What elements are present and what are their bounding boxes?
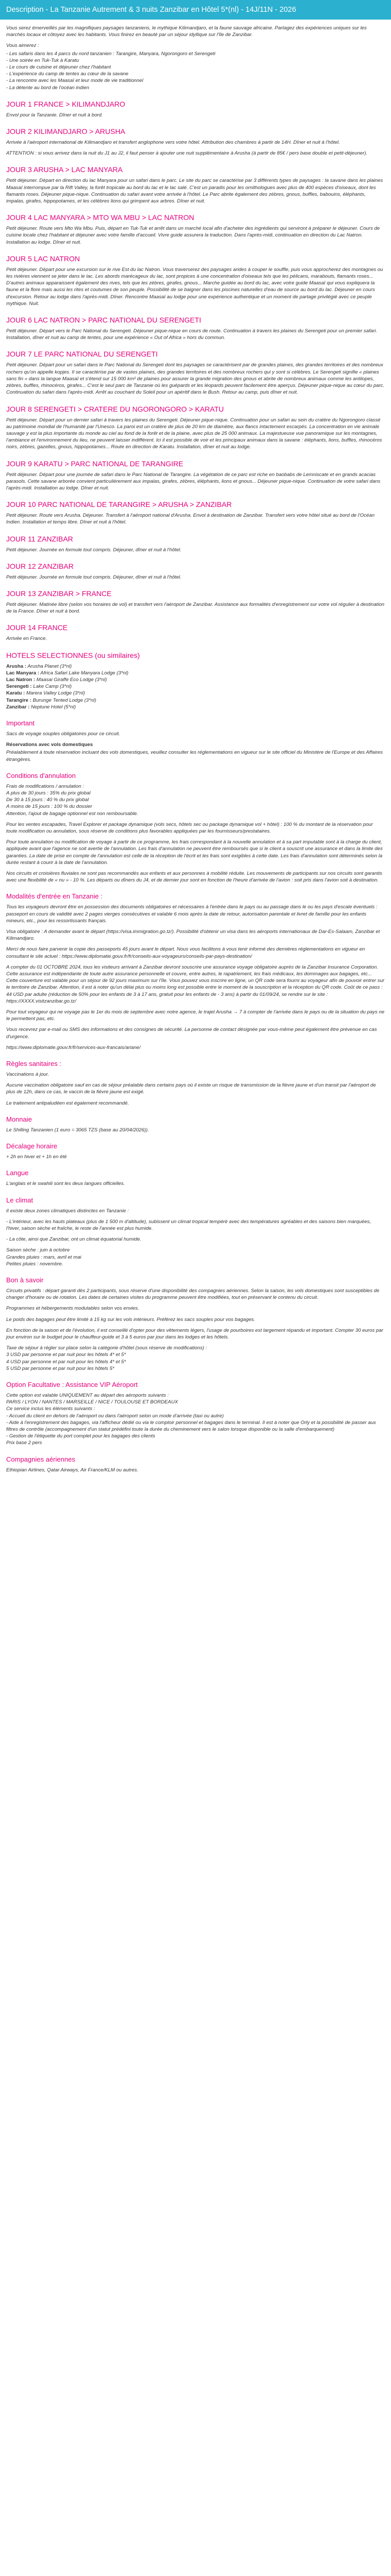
bon-savoir-text: Programmes et hébergements modulables selon vos envies.	[6, 1306, 139, 1312]
formalites-text: Tous les voyageurs devront être en possession des documents obligatoires et nécessaires à l'entrée dans le pays ou au passage dans le ou les pays d'escale éventuels : passeport en cours de validité avec 2 pages vierges consécutives et valable 6 mois après la date de retour, autorisation parentale et livret de famille pour les enfants mineurs, etc., pour les ressortissants français.	[6, 904, 378, 924]
vous-aimerez-title: Vous aimerez :	[6, 43, 39, 49]
hotel-line: Arusha : Arusha Planet (3*nl)	[6, 663, 72, 669]
day-5-text: Petit déjeuner. Départ pour une excursion sur le rive Est du lac Natron. Vous traverserez des paysages arides à couper le souffle, puis vous approcherez des montagnes ou les rivières viennent se jeter dans le lac. Les abords marécageux du lac, sont propices à une concentration d'oiseaux tels que les pélicans, marabouts, flamants roses... D'autres animaux apparaissent également des rives, tels que les zèbres, girafes, gnous... Marche guidée au bord du lac, avec votre guide Maasaï qui vous expliquera la faune et la flore mais aussi les rites et coutumes de son peuple. Possibilité de se baigner dans les piscines naturelles d'eau de source au bord du lac. Déjeuner en cours d'excursion. Retour au lodge dans l'après-midi. Dîner. Rencontre Maasaï au lodge pour une expérience authentique et un moment de partage privilégié avec ce peuple mythique. Nuit.	[6, 266, 383, 307]
monnaie-text: Le Shilling Tanzanien (1 euro = 3065 TZS (base au 20/04/2026)).	[6, 1127, 149, 1133]
option-vip-line: - Gestion de l'étiquette du port complet pour les bagages des clients	[6, 1433, 155, 1439]
day-2-text: Arrivée à l'aéroport international de Kilimandjaro et transfert anglophone vers votre hôtel. Attribution des chambres à partir de 14H. Dîner et nuit à l'hôtel.	[6, 140, 340, 146]
condition-line: A plus de 30 jours : 35% du prix global	[6, 790, 91, 796]
monnaie-title: Monnaie	[6, 1115, 32, 1123]
hotel-line: Karatu : Marera Valley Lodge (3*nl)	[6, 690, 85, 697]
hotel-line: Serengeti : Lake Camp (3*nl)	[6, 684, 72, 690]
bon-savoir-taxes	[6, 1345, 385, 1372]
day-12-text: Petit déjeuner. Journée en formule tout compris. Déjeuner, dîner et nuit à l'hôtel.	[6, 574, 182, 580]
condition-line: A moins de 15 jours : 100 % du dossier	[6, 804, 92, 810]
climat-season-line: Grandes pluies : mars, avril et mai	[6, 1254, 82, 1260]
hotel-line: Lac Natron : Maasai Giraffe Eco Lodge (3*nl)	[6, 676, 107, 683]
option-vip-line: Cette option est valable UNIQUEMENT au départ des aéroports suivants :	[6, 1392, 169, 1398]
day-7-title: JOUR 7 LE PARC NATIONAL DU SERENGETI	[6, 350, 158, 359]
regles-text: Le traitement antipaludéen est également recommandé.	[6, 1100, 129, 1106]
conditions-text: Nos circuits et croisières fluviales ne sont pas recommandés aux enfants et aux personnes à mobilité réduite. Les mouvements de participants sur nos circuits sont garantis avec une flexibilité de « nu » - 10 %. Les départs ou dîners du J4, et de dernier jour sont en fonction de l'heure d'arrivée de l'avion : soit pris dans l'avion soit à destination.	[6, 871, 382, 884]
day-9-text: Petit déjeuner. Départ pour une journée de safari dans le Parc National de Tarangire. La végétation de ce parc est riche en baobabs de Lemniscate et en grands acacias parasols. Cette savane arborée convient particulièrement aux impalas, girafes, zèbres, éléphants, lions et gnous... Déjeuner pique-nique. Continuation de votre safari dans l'après-midi. Installation au lodge. Dîner et nuit.	[6, 471, 381, 491]
day-9-title: JOUR 9 KARATU > PARC NATIONAL DE TARANGIRE	[6, 459, 184, 468]
vous-aimerez-line: - L'expérience du camp de tentes au cœur de la savane	[6, 71, 129, 77]
hotel-line: Lac Manyara : Africa Safari Lake Manyara Lodge (3*nl)	[6, 670, 128, 676]
condition-line: Frais de modifications / annulation :	[6, 783, 84, 789]
hotels-list	[6, 663, 385, 710]
day-4-title: JOUR 4 LAC MANYARA > MTO WA MBU > LAC NATRON	[6, 213, 194, 222]
regles-title: Règles sanitaires :	[6, 1060, 61, 1068]
climat-seasons	[6, 1247, 385, 1267]
decalage-text: + 2h en hiver et + 1h en été	[6, 1154, 67, 1160]
day-13-title: JOUR 13 ZANZIBAR > FRANCE	[6, 589, 112, 598]
option-vip-line: PARIS / LYON / NANTES / MARSEILLE / NICE / TOULOUSE ET BORDEAUX	[6, 1399, 178, 1405]
formalites-text: Pour tout voyageur qui ne voyage pas le 1er du mois de septembre avec notre agence, le trajet Arusha → 7 à compter de l'arrivée dans le pays ou de la situation du pays ne le permettent pas, etc.	[6, 1009, 385, 1022]
condition-line: De 30 à 15 jours : 40 % du prix global	[6, 797, 89, 803]
day-7-text: Petit déjeuner. Départ pour un safari dans le Parc National du Serengeti dont les paysages se caractérisent par de grandes plaines, des grandes territoires et des nombreux rochers qu'on appelle kopjes. Il se caractérise par de vastes plaines, des grandes territoires et des nombreux rochers qui y sont si célèbres. Le Serengeti signifie « plaines sans fin » dans la langue Maasaï et s'étend sur 15 000 km² de plaines pour assurer la grande migration des gnous et abrite de nombreux animaux comme les antilopes, zèbres, buffles, rhinocéros, girafes... C'est le seul parc de Tanzanie où les guépards et les léopards peuvent facilement être aperçus. Déjeuner pique-nique au cœur du parc. Continuation du safari dans l'après-midi. Arrêt au couchant du Soleil pour un apéritif dans le Bush. Retour au camp, puis dîner et nuit.	[6, 362, 385, 396]
important-title: Important	[6, 719, 35, 727]
page-header	[0, 0, 391, 20]
vous-aimerez-line: - La détente au bord de l'océan indien	[6, 84, 89, 91]
option-vip-title: Option Facultative : Assistance VIP Aéroport	[6, 1380, 138, 1388]
day-14-title: JOUR 14 FRANCE	[6, 623, 68, 632]
day-8-title: JOUR 8 SERENGETI > CRATERE DU NGORONGORO > KARATU	[6, 404, 224, 413]
bon-savoir-text: Circuits privatifs : départ garanti dès 2 participants, sous réserve d'une disponibilité des compagnies aériennes. Selon la saison, les vols domestiques sont susceptibles de changer d'horaire ou de rotation. Les dates de certaines visites du programme peuvent être modifiées, tout en préservant le contenu du circuit.	[6, 1287, 380, 1301]
formalites-link[interactable]: https://www.diplomatie.gouv.fr/fr/services-aux-francais/ariane/	[6, 1044, 141, 1050]
hotel-line: Zanzibar : Neptune Hotel (5*nl)	[6, 704, 76, 710]
formalites-text: Vous recevrez par e-mail ou SMS des informations et des consignes de sécurité. La personne de contact désignée par vous-même peut également être prévenue en cas d'urgence.	[6, 1027, 377, 1040]
climat-season-line: Petites pluies : novembre.	[6, 1261, 63, 1267]
formalites-text: A compter du 01 OCTOBRE 2024, tous les visiteurs arrivant à Zanzibar devront souscrire une assurance voyage obligatoire auprès de la Zanzibar Insurance Corporation. Cette assurance est indépendante de toute autre assurance personnelle et couvre, entre autres, le rapatriement, les frais médicaux, les dommages aux bagages, etc... Cette couverture est valable pour un séjour de 92 jours maximum sur l'île. Vous pouvez vous inscrire en ligne, un QR code sera fourni au voyageur afin de pouvoir entrer sur le territoire de Zanzibar. Attention, il est à noter qu'un délai plus ou moins long est possible entre le moment de la souscription et la réception du QR code. Coût de ce pass : 44 USD par adulte (réduction de 50% pour les enfants de 3 à 17 ans, gratuit pour les enfants de - 3 ans) à partir du 01/09/24, se rendre sur le site : https://XXXX.visitzanzibar.go.tz/	[6, 964, 385, 1004]
conditions-text: Pour toute annulation ou modification de voyage à partir de ce programme, les frais correspondant à la nouvelle annulation et à sa part imputable sont à la charge du client, appliquée avant que l'agence ne soit avertie de l'annulation. Les frais d'annulation ne peuvent être remboursés que si le client a souscrit une assurance et dans la limite des garanties. La date de prise en compte de l'annulation est celle de la réception de l'écrit et les frais sont exigibles à cette date. Les frais d'annulation sont déterminés selon la durée restant à courir à la date de l'annulation.	[6, 839, 383, 866]
vous-aimerez-section	[6, 42, 385, 91]
vous-aimerez-list	[6, 50, 385, 91]
option-vip-line: Prix base 2 pers	[6, 1440, 42, 1446]
day-3-title: JOUR 3 ARUSHA > LAC MANYARA	[6, 165, 123, 174]
compagnies-title: Compagnies aériennes	[6, 1455, 75, 1463]
conditions-title: Conditions d'annulation	[6, 771, 76, 779]
compagnies-text: Ethiopian Airlines, Qatar Airways, Air France/KLM ou autres.	[6, 1467, 138, 1473]
important-text: Sacs de voyage souples obligatoires pour ce circuit.	[6, 731, 120, 737]
regles-text: Aucune vaccination obligatoire sauf en cas de séjour préalable dans certains pays où il existe un risque de transmission de la fièvre jaune et d'un transit par l'aéroport de plus de 12h, dans ce cas, le vaccin de la fièvre jaune est exigé.	[6, 1082, 376, 1095]
option-vip-list	[6, 1392, 385, 1447]
climat-title: Le climat	[6, 1196, 34, 1204]
hotel-line: Tarangire : Burunge Tented Lodge (3*nl)	[6, 697, 96, 703]
vous-aimerez-line: - Une soirée en Tuk-Tuk à Karatu	[6, 57, 79, 63]
option-vip-line: Ce service inclus les éléments suivants :	[6, 1406, 95, 1412]
regles-text: Vaccinations à jour.	[6, 1072, 50, 1078]
page-title: Description - La Tanzanie Autrement & 3 nuits Zanzibar en Hôtel 5*(nl) - 14J/11N - 2026	[6, 6, 297, 14]
day-3-text: Petit déjeuner. Départ en direction du lac Manyara pour un safari dans le parc. Le site du parc se caractérise par 3 différents types de paysages : la savane dans les plaines Maasaï interrompue par la Rift Valley, la forêt tropicale au bord du lac et le lac salé. C'est un paradis pour les ornithologues avec plus de 400 espèces d'oiseaux, dont les flamants roses. Déjeuner pique-nique. Continuation du safari avant votre arrivée à l'hôtel. Le Parc abrite également des zèbres, gnous, buffles, babouins, éléphants, impalas, girafes, hippopotames, et les célèbres lions qui grimpent aux arbres. Dîner et nuit.	[6, 178, 383, 205]
day-12-title: JOUR 12 ZANZIBAR	[6, 562, 74, 570]
day-1-title: JOUR 1 FRANCE > KILIMANDJARO	[6, 99, 125, 108]
day-2-title: JOUR 2 KILIMANDJARO > ARUSHA	[6, 127, 125, 136]
day-1-text: Envol pour la Tanzanie. Dîner et nuit à bord.	[6, 112, 103, 118]
day-8-text: Petit déjeuner. Départ pour un dernier safari à travers les plaines du Serengeti. Déjeuner pique-nique. Continuation pour un safari au sein du cratère du Ngorongoro classé au patrimoine mondial de l'humanité par l'Unesco. La paroi est un cratère de plus de 20 km de diamètre, aux flancs intactement escarpés. La concentration en vie animale sauvage y est la plus importante du monde au ciel au fond de la forêt et de la plaine, avec plus de 25 000 animaux. La majestueuse vue panoramique sur les montagnes, l'ambiance et l'environnement du lieu, ne peuvent laisser indifférent. Ici il est possible de voir et les principaux animaux dans la savane : éléphants, lions, buffles, rhinocéros noirs, zèbres, gazelles, gnous, hippopotames... Route en direction de Karatu. Installation, dîner et nuit au lodge.	[6, 417, 382, 450]
taxe-line: 4 USD par personne et par nuit pour les hôtels 4* et 5*	[6, 1359, 126, 1365]
vous-aimerez-line: - La rencontre avec les Maasaï et leur mode de vie traditionnel	[6, 78, 143, 84]
hotels-title: HOTELS SELECTIONNES (ou similaires)	[6, 651, 140, 659]
day-2-warning: ATTENTION : si vous arrivez dans la nuit du J1 au J2, il faut penser à ajouter une nuit supplémentaire à Arusha (à partir de 85€ / pers base double et petit-déjeuner).	[6, 150, 368, 157]
vous-aimerez-line: - Les safaris dans les 4 parcs du nord tanzanien : Tarangire, Manyara, Ngorongoro et Serengeti	[6, 50, 216, 57]
day-10-text: Petit déjeuner. Route vers Arusha. Déjeuner. Transfert à l'aéroport national d'Arusha. Envol à destination de Zanzibar. Transfert vers votre hôtel situé au bord de l'Océan Indien. Installation et temps libre. Dîner et nuit à l'hôtel.	[6, 513, 375, 526]
bon-savoir-text: En fonction de la saison et de l'évolution, il est conseillé d'opter pour des vêtements légers, l'usage de pourboires est largement répandu et important. Compter 30 euros par jour environ sur le budget pour le chauffeur-guide et 3 à 5 euros par jour dans les lodges et les hôtels.	[6, 1327, 383, 1340]
day-6-text: Petit déjeuner. Départ vers le Parc National du Serengeti. Déjeuner pique-nique en cours de route. Continuation à travers les plaines du Serengeti pour un premier safari. Installation, dîner et nuit au camp de tentes, pour une expérience « Out of Africa » hors du commun.	[6, 328, 378, 341]
vous-aimerez-line: - Le cours de cuisine et déjeuner chez l'habitant	[6, 64, 111, 71]
intro-text: Vous serez émerveillés par les magnifiques paysages tanzaniens, le mythique Kilimandjaro, et la faune sauvage africaine. Partagez des expériences uniques sur les marchés locaux et côtoyez avec les habitants. Vous finirez en beauté par un séjour idyllique sur l'île de Zanzibar.	[6, 25, 367, 38]
formalites-title: Modalités d'entrée en Tanzanie :	[6, 892, 103, 901]
day-10-title: JOUR 10 PARC NATIONAL DE TARANGIRE > ARUSHA > ZANZIBAR	[6, 500, 232, 509]
conditions-text: Pour les ventes escapades, Travel Explorer et package dynamique (vols secs, hôtels sec ou package dynamique vol + hôtel) : 100 % du montant de la réservation pour toute modification ou annulation, sous réserve de conditions plus favorables appliquées par les fournisseurs/prestataires.	[6, 821, 373, 834]
day-11-text: Petit déjeuner. Journée en formule tout compris. Déjeuner, dîner et nuit à l'hôtel.	[6, 547, 182, 553]
langue-title: Langue	[6, 1169, 29, 1177]
langue-text: L'anglais et le swahili sont les deux langues officielles.	[6, 1181, 125, 1187]
option-vip-line: - Accueil du client en dehors de l'aéroport ou dans l'aéroport selon un mode d'arrivée (taxi ou autre)	[6, 1413, 224, 1419]
decalage-title: Décalage horaire	[6, 1142, 58, 1150]
climat-season-line: Saison sèche : juin à octobre	[6, 1247, 70, 1253]
conditions-list	[6, 783, 385, 817]
day-6-title: JOUR 6 LAC NATRON > PARC NATIONAL DU SERENGETI	[6, 316, 201, 325]
option-vip-line: - Aide à l'enregistrement des bagages, via l'afficheur dédié ou via le comptoir personnel et bagages dans le terminal. Il est à noter que Orly et la possibilité de passer aux filtres de contrôle (accompagnement d'un statut prédéfini toute la durée du cheminement vers le salon lorsque disponible ou la salle d'embarquement)	[6, 1419, 376, 1432]
day-14-text: Arrivée en France.	[6, 636, 47, 642]
climat-text: - La côte, ainsi que Zanzibar, ont un climat équatorial humide.	[6, 1236, 141, 1243]
day-11-title: JOUR 11 ZANZIBAR	[6, 534, 73, 543]
condition-line: Attention, l'ajout de bagage optionnel est non remboursable.	[6, 810, 138, 817]
day-4-text: Petit déjeuner. Route vers Mto Wa Mbu. Puis, départ en Tuk-Tuk et arrêt dans un marché local afin d'acheter des ingrédients qui serviront à préparer le déjeuner. Cours de cuisine locale chez l'habitant et déjeuner avec votre famille d'accueil. Vivre guide assurera la traduction. Dans l'après-midi, continuation en direction du Lac Natron. Installation au lodge. Dîner et nuit.	[6, 226, 380, 245]
day-5-title: JOUR 5 LAC NATRON	[6, 254, 80, 263]
climat-text: Il existe deux zones climatiques distinctes en Tanzanie :	[6, 1208, 129, 1214]
taxe-line: Taxe de séjour à régler sur place selon la catégorie d'hôtel (sous réserve de modifications) :	[6, 1345, 207, 1351]
bon-savoir-title: Bon à savoir	[6, 1276, 44, 1284]
formalites-text: Merci de nous faire parvenir la copie des passeports 45 jours avant le départ. Nous vous facilitons à vous tenir informé des dernières réglementations en vigueur en consultant le site actuel : https://www.diplomatie.gouv.fr/fr/conseils-aux-voyageurs/conseils-par-pays-destination/	[6, 946, 365, 959]
taxe-line: 3 USD par personne et par nuit pour les hôtels 4* et 5*	[6, 1352, 126, 1358]
content	[0, 20, 391, 1488]
climat-text: - L'intérieur, avec les hauts plateaux (plus de 1 500 m d'altitude), subissent un climat tropical tempéré avec des températures agréables et des saisons bien marquées, l'hiver, saison sèche et fraîche, le reste de l'année est plus humide.	[6, 1218, 371, 1231]
reservations-title: Réservations avec vols domestiques	[6, 742, 93, 748]
taxe-line: 5 USD par personne et par nuit pour les hôtels 5*	[6, 1365, 115, 1371]
bon-savoir-text: Le poids des bagages peut être limité à 15 kg sur les vols intérieurs. Préférez les sacs souples pour vos bagages.	[6, 1316, 255, 1323]
formalites-text: Visa obligatoire : A demander avant le départ (https://visa.immigration.go.tz/). Possibilité d'obtenir un visa dans les aéroports internationaux de Dar-Es-Salaam, Zanzibar et Kilimandjaro.	[6, 929, 380, 942]
reservations-text: Préalablement à toute réservation incluant des vols domestiques, veuillez consulter les réglementations en vigueur sur le site officiel du Ministère de l'Europe et des Affaires étrangères.	[6, 750, 383, 762]
day-13-text: Petit déjeuner. Matinée libre (selon vos horaires de vol) et transfert vers l'aéroport de Zanzibar. Assistance aux formalités d'enregistrement sur votre vol régulier à destination de la France. Dîner et nuit à bord.	[6, 601, 385, 615]
